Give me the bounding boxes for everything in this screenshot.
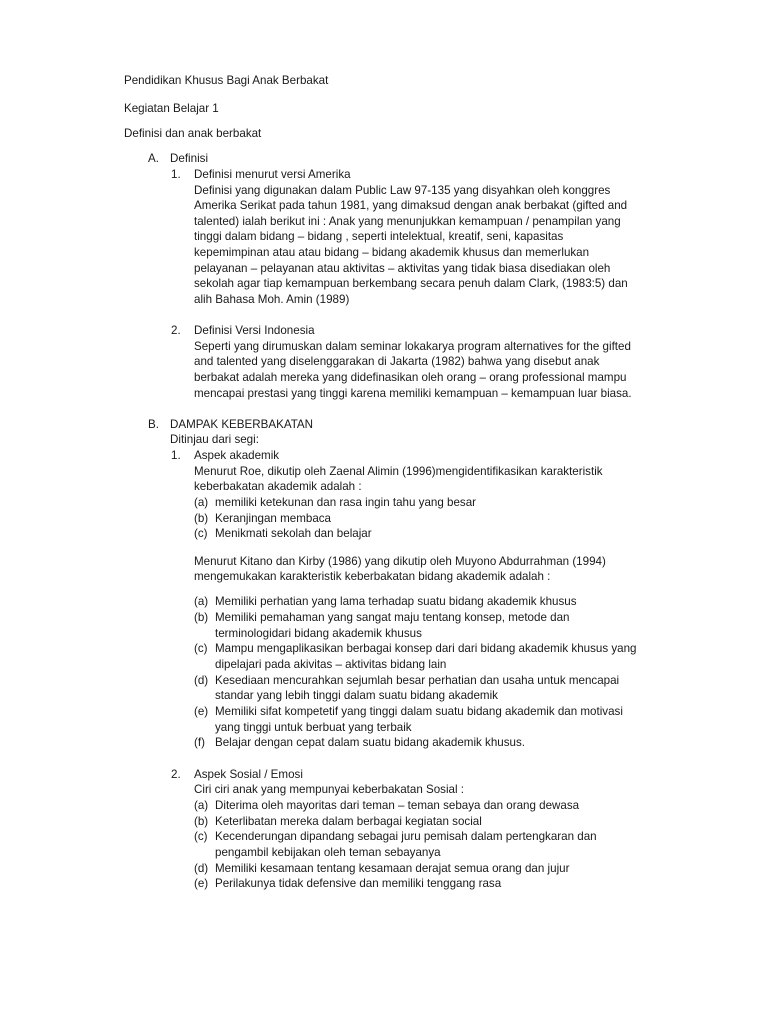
list-marker: (d): [194, 674, 209, 687]
list-item-line: standar yang lebih tinggi dalam suatu bidang akademik: [215, 689, 498, 702]
list-marker: (b): [194, 815, 209, 828]
section-a-item2-heading: Definisi Versi Indonesia: [194, 324, 315, 337]
paragraph-line: sekolah agar tiap kemampuan berkembang secara penuh dalam Clark, (1983:5) dan: [194, 277, 628, 290]
list-marker: (f): [194, 736, 205, 749]
list-item-line: Memiliki sifat kompetetif yang tinggi dalam suatu bidang akademik dan motivasi: [215, 705, 623, 718]
list-marker: (c): [194, 830, 208, 843]
paragraph-line: kepemimpinan atau atau bidang – bidang akademik khusus dan memerlukan: [194, 246, 590, 259]
list-item-line: Memiliki pemahaman yang sangat maju tentang konsep, metode dan: [215, 611, 570, 624]
paragraph-line: pelayanan – pelayanan atau aktivitas – aktivitas yang tidak biasa disediakan oleh: [194, 262, 611, 275]
list-item-line: Perilakunya tidak defensive dan memiliki tenggang rasa: [215, 877, 502, 890]
list-item-line: terminologidari bidang akademik khusus: [215, 627, 422, 640]
list-marker: (e): [194, 705, 209, 718]
paragraph-line: alih Bahasa Moh. Amin (1989): [194, 293, 350, 306]
list-item-line: Memiliki kesamaan tentang kesamaan derajat semua orang dan jujur: [215, 862, 570, 875]
list-item-line: Memiliki perhatian yang lama terhadap suatu bidang akademik khusus: [215, 595, 577, 608]
document-title: Pendidikan Khusus Bagi Anak Berbakat: [124, 74, 329, 87]
section-b-marker: B.: [148, 418, 159, 431]
paragraph-line: Amerika Serikat pada tahun 1981, yang dimaksud dengan anak berbakat (gifted and: [194, 199, 628, 212]
list-item-line: Diterima oleh mayoritas dari teman – teman sebaya dan orang dewasa: [215, 799, 580, 812]
paragraph-line: Seperti yang dirumuskan dalam seminar lokakarya program alternatives for the gifted: [194, 340, 631, 353]
list-item-line: Mampu mengaplikasikan berbagai konsep dari dari bidang akademik khusus yang: [215, 642, 637, 655]
list-marker: (b): [194, 512, 209, 525]
paragraph-line: tinggi dalam bidang – bidang , seperti intelektual, kreatif, seni, kapasitas: [194, 230, 564, 243]
paragraph-line: mengemukakan karakteristik keberbakatan bidang akademik adalah :: [194, 570, 551, 583]
paragraph-line: Ciri ciri anak yang mempunyai keberbakatan Sosial :: [194, 783, 465, 796]
document-topic: Definisi dan anak berbakat: [124, 127, 262, 140]
list-item-line: Keterlibatan mereka dalam berbagai kegiatan social: [215, 815, 482, 828]
list-item-line: dipelajari pada akivitas – aktivitas bidang lain: [215, 658, 447, 671]
list-marker: (a): [194, 799, 209, 812]
list-marker: (d): [194, 862, 209, 875]
list-marker: (a): [194, 595, 209, 608]
section-a-item2-number: 2.: [171, 324, 181, 337]
section-a-item1-heading: Definisi menurut versi Amerika: [194, 168, 351, 181]
paragraph-line: talented) ialah berikut ini : Anak yang menunjukkan kemampuan / penampilan yang: [194, 215, 621, 228]
paragraph-line: berbakat adalah mereka yang didefinasikan oleh orang – orang professional mampu: [194, 371, 627, 384]
section-a-heading: Definisi: [170, 152, 209, 165]
section-b-item2-heading: Aspek Sosial / Emosi: [194, 768, 303, 781]
paragraph-line: Definisi yang digunakan dalam Public Law 97-135 yang disyahkan oleh konggres: [194, 184, 611, 197]
list-item-line: yang tinggi untuk berbuat yang terbaik: [215, 721, 412, 734]
list-item-line: memiliki ketekunan dan rasa ingin tahu yang besar: [215, 496, 477, 509]
list-item-line: Kecenderungan dipandang sebagai juru pemisah dalam pertengkaran dan: [215, 830, 597, 843]
section-a-marker: A.: [148, 152, 159, 165]
section-b-item1-heading: Aspek akademik: [194, 449, 280, 462]
list-item-line: pengambil kebijakan oleh teman sebayanya: [215, 846, 441, 859]
list-marker: (e): [194, 877, 209, 890]
list-marker: (b): [194, 611, 209, 624]
section-b-intro: Ditinjau dari segi:: [170, 433, 259, 446]
list-item-line: Keranjingan membaca: [215, 512, 332, 525]
list-item-line: Menikmati sekolah dan belajar: [215, 527, 372, 540]
section-b-heading: DAMPAK KEBERBAKATAN: [170, 418, 314, 431]
paragraph-line: mencapai prestasi yang tinggi karena memiliki kemampuan – kemampuan luar biasa.: [194, 387, 632, 400]
list-item-line: Belajar dengan cepat dalam suatu bidang akademik khusus.: [215, 736, 526, 749]
section-a-item1-number: 1.: [171, 168, 181, 181]
section-b-item2-number: 2.: [171, 768, 181, 781]
paragraph-line: Menurut Roe, dikutip oleh Zaenal Alimin (1996)mengidentifikasikan karakteristik: [194, 465, 603, 478]
list-item-line: Kesediaan mencurahkan sejumlah besar perhatian dan usaha untuk mencapai: [215, 674, 620, 687]
paragraph-line: and talented yang diselenggarakan di Jakarta (1982) bahwa yang disebut anak: [194, 355, 600, 368]
list-marker: (c): [194, 642, 208, 655]
section-b-item1-number: 1.: [171, 449, 181, 462]
paragraph-line: keberbakatan akademik adalah :: [194, 480, 362, 493]
paragraph-line: Menurut Kitano dan Kirby (1986) yang dikutip oleh Muyono Abdurrahman (1994): [194, 555, 606, 568]
document-subtitle: Kegiatan Belajar 1: [124, 102, 219, 115]
list-marker: (c): [194, 527, 208, 540]
list-marker: (a): [194, 496, 209, 509]
